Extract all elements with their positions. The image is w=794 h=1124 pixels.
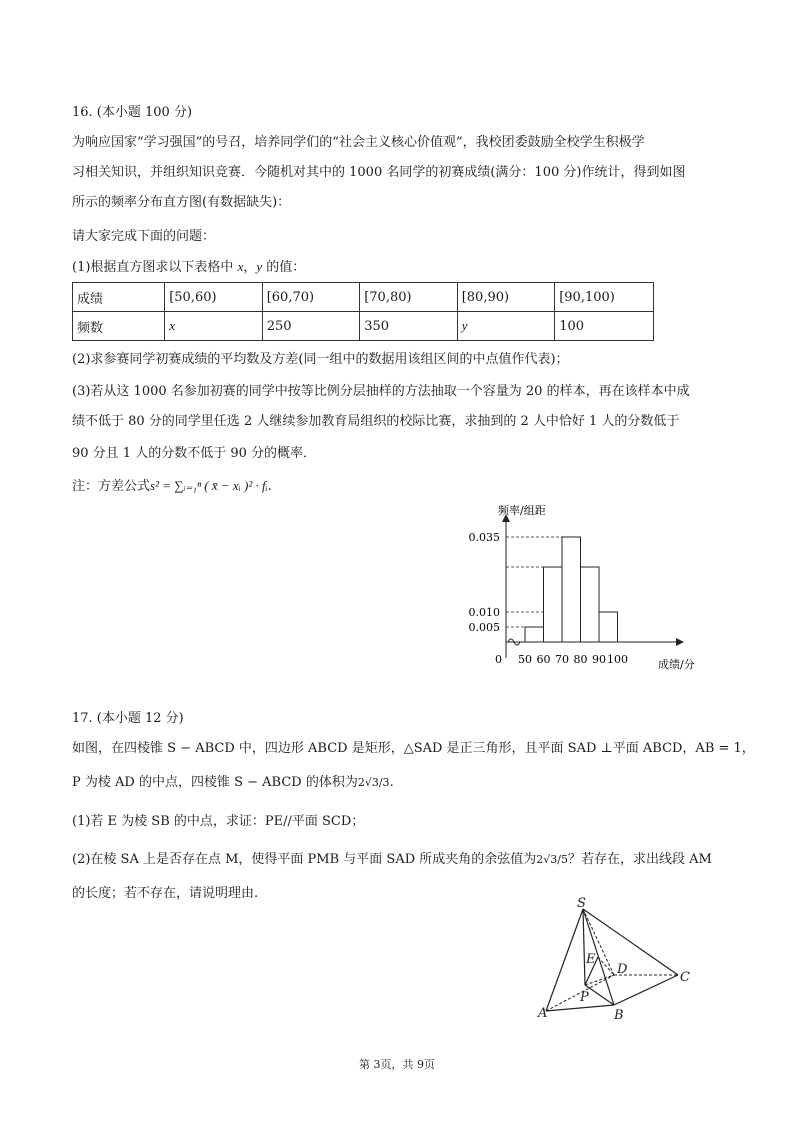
q16-intro-line-1: 为响应国家“学习强国”的号召，培养同学们的“社会主义核心价值观”，我校团委鼓励全校学生积极学	[72, 135, 645, 150]
y-tick-label: 0.010	[468, 606, 500, 619]
label-C: C	[680, 970, 690, 985]
q16-part1-x: x	[237, 259, 244, 274]
edge-SC	[583, 909, 678, 975]
q16-intro-line-3: 所示的频率分布直方图(有数据缺失)：	[72, 195, 291, 210]
table-header-cell: [70,80)	[360, 283, 458, 312]
x-axis-label: 成绩/分	[658, 658, 695, 671]
q17-line-2-prefix: P 为棱 AD 的中点，四棱锥 S − ABCD 的体积为	[72, 775, 358, 790]
q16-variance-note	[72, 476, 272, 497]
table-cell: 100	[555, 312, 654, 341]
q16-part1-prefix: (1)根据直方图求以下表格中	[72, 260, 238, 275]
q17-part2-suffix: ？若存在，求出线段 AM	[568, 852, 712, 867]
q16-part1-y: y	[256, 259, 263, 274]
q16-part3-line-1: (3)若从这 1000 名参加初赛的同学中按等比例分层抽样的方法抽取一个容量为 20 的样本，再在该样本中成	[72, 384, 690, 399]
origin-label: 0	[495, 653, 502, 666]
table-row-label: 频数	[73, 312, 165, 341]
y-tick-label: 0.035	[468, 531, 500, 544]
x-tick-label: 100	[607, 653, 628, 666]
note-prefix: 注：方差公式	[72, 479, 151, 494]
table-header-cell: [90,100)	[555, 283, 654, 312]
frequency-histogram	[450, 500, 710, 680]
y-tick-label: 0.005	[468, 621, 500, 634]
q17-line-2-suffix: .	[389, 775, 394, 790]
q17-line-1: 如图，在四棱锥 S − ABCD 中，四边形 ABCD 是矩形，△SAD 是正三角形，且平面 SAD ⊥平面 ABCD，AB = 1，	[72, 741, 755, 756]
edge-ED	[598, 957, 614, 975]
edge-SA	[546, 909, 583, 1011]
q16-part1-suffix: 的值：	[262, 260, 306, 275]
x-tick-label: 70	[555, 653, 569, 666]
x-tick-label: 60	[536, 653, 551, 666]
table-cell: x	[165, 312, 263, 341]
table-header-cell: [80,90)	[457, 283, 555, 312]
edge-PB	[585, 985, 614, 1005]
note-suffix: .	[267, 479, 272, 494]
q16-intro-line-2: 习相关知识，并组织知识竞赛．今随机对其中的 1000 名同学的初赛成绩(满分：100 分)作统计，得到如图	[72, 165, 686, 180]
score-frequency-table	[72, 282, 654, 341]
table-cell: 350	[360, 312, 458, 341]
q16-part2: (2)求参赛同学初赛成绩的平均数及方差(同一组中的数据用该组区间的中点值作代表)；	[72, 352, 569, 367]
histogram-bar	[581, 567, 600, 642]
q16-part1-sep: ，	[243, 260, 257, 275]
cosine-fraction: 2√3/5	[536, 853, 568, 866]
table-header-cell: [50,60)	[165, 283, 263, 312]
histogram-bar	[562, 537, 581, 642]
pyramid-figure	[530, 895, 710, 1025]
histogram-bar	[525, 627, 544, 642]
x-tick-label: 90	[592, 653, 606, 666]
label-S: S	[577, 896, 586, 911]
table-row	[73, 283, 654, 312]
q16-part3-line-3: 90 分且 1 人的分数不低于 90 分的概率．	[72, 446, 317, 461]
table-row	[73, 312, 654, 341]
label-D: D	[617, 962, 628, 977]
q16-part1	[72, 257, 305, 278]
x-tick-label: 50	[518, 653, 532, 666]
edge-BC	[614, 975, 678, 1005]
volume-fraction: 2√3/3	[357, 776, 390, 789]
q17-title: 17. (本小题 12 分)	[72, 711, 184, 726]
label-P: P	[580, 990, 589, 1005]
table-header-cell: [60,70)	[262, 283, 360, 312]
q17-line-2	[72, 773, 394, 793]
edge-SP	[583, 909, 585, 985]
page-footer: 第 3页，共 9页	[359, 1058, 435, 1071]
label-B: B	[614, 1008, 624, 1023]
q16-prompt: 请大家完成下面的问题：	[72, 229, 216, 244]
table-header-label: 成绩	[73, 283, 165, 312]
q17-part2-line-1	[72, 850, 712, 870]
table-cell: y	[457, 312, 555, 341]
label-E: E	[586, 952, 596, 967]
histogram-bar	[599, 612, 618, 642]
q17-part1: (1)若 E 为棱 SB 的中点，求证：PE//平面 SCD；	[72, 814, 365, 829]
q16-title: 16. (本小题 100 分)	[72, 105, 193, 120]
q17-part2-line-2: 的长度；若不存在，请说明理由.	[72, 886, 259, 901]
q17-part2-prefix: (2)在棱 SA 上是否存在点 M，使得平面 PMB 与平面 SAD 所成夹角的余弦值为	[72, 852, 537, 867]
q16-part3-line-2: 绩不低于 80 分的同学里任选 2 人继续参加教育局组织的校际比赛，求抽到的 2 人中恰好 1 人的分数低于	[72, 414, 680, 429]
table-cell: 250	[262, 312, 360, 341]
x-tick-label: 80	[573, 653, 588, 666]
variance-formula: s² = ∑ᵢ₌₁ⁿ ( x̄ − xᵢ )² · fᵢ	[150, 478, 268, 493]
histogram-bar	[544, 567, 563, 642]
y-axis-label: 频率/组距	[498, 504, 546, 517]
label-A: A	[538, 1006, 548, 1021]
